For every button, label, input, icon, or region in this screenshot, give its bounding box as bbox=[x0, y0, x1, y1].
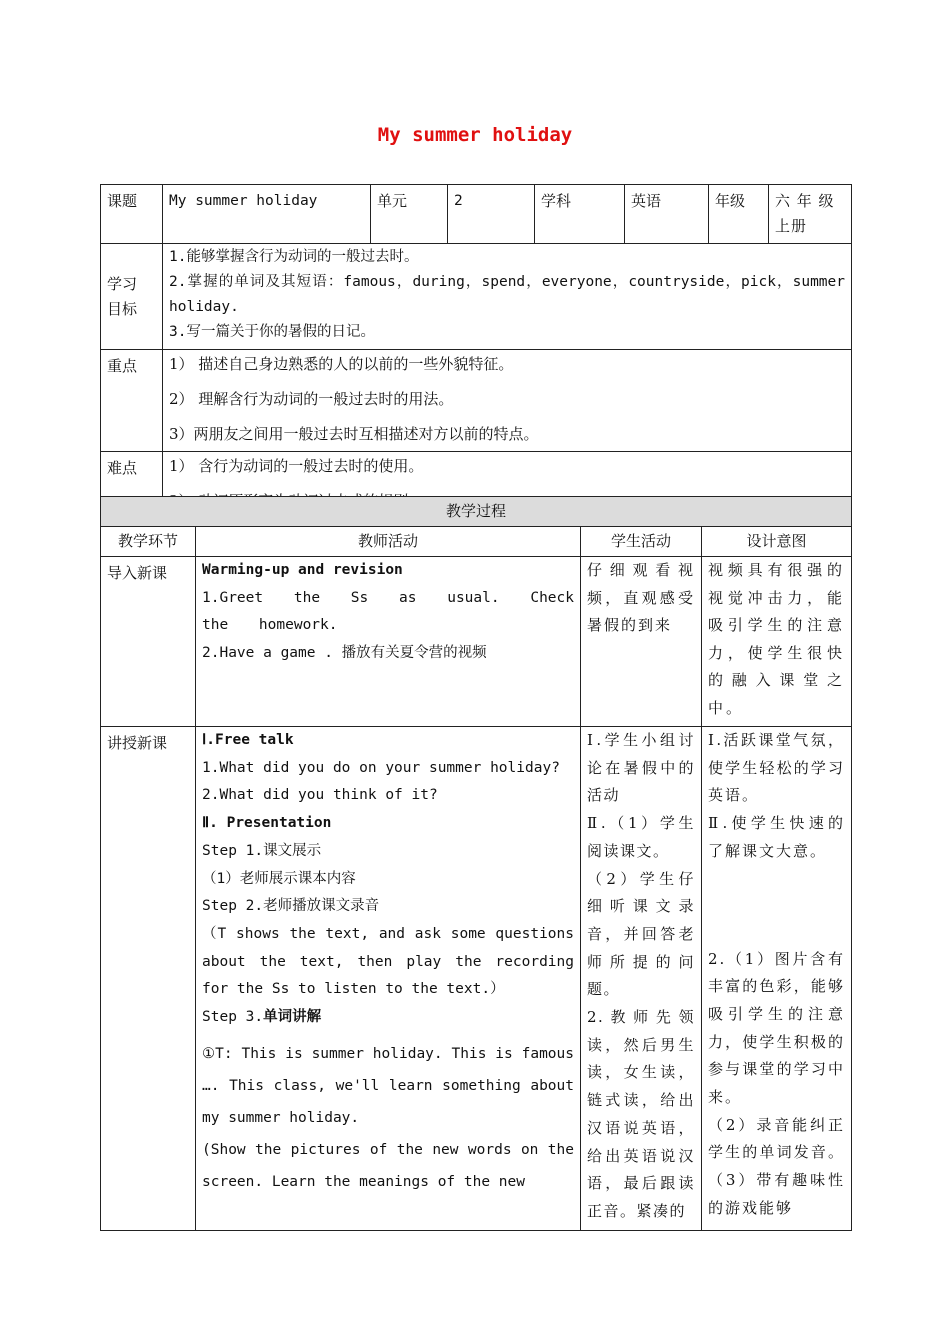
student-activity: 2.教师先领读，然后男生读，女生读，链式读，给出汉语说英语，给出英语说汉语，最后跟读正音。紧凑的 bbox=[587, 1008, 695, 1220]
subject-label: 学科 bbox=[535, 185, 625, 244]
document-title: My summer holiday bbox=[377, 124, 573, 146]
grade-value: 六 年 级 上册 bbox=[769, 185, 852, 244]
row2-teacher bbox=[196, 727, 581, 1231]
row2-stage: 讲授新课 bbox=[101, 727, 196, 1231]
student-activity: Ⅱ.（1）学生阅读课文。 bbox=[587, 814, 695, 860]
step-line bbox=[202, 1004, 574, 1032]
col-teacher-header: 教师活动 bbox=[196, 527, 581, 557]
presentation-heading: Ⅱ. Presentation bbox=[202, 815, 332, 832]
intent-item: 2.（1）图片含有丰富的色彩，能够吸引学生的注意力，使学生积极的参与课堂的学习中来。 bbox=[708, 949, 846, 1107]
question-line: 1.What did you do on your summer holiday? bbox=[202, 759, 560, 776]
step-line: Step 2.老师播放课文录音 bbox=[202, 898, 380, 915]
teacher-line: 2.Have a game . 播放有关夏令营的视频 bbox=[202, 644, 487, 661]
question-line: 2.What did you think of it? bbox=[202, 787, 438, 804]
free-talk-heading: Ⅰ.Free talk bbox=[202, 732, 294, 748]
intent-item: Ⅰ.活跃课堂气氛，使学生轻松的学习英语。 bbox=[708, 731, 846, 805]
goal-item: 1.能够掌握含行为动词的一般过去时。 bbox=[169, 249, 419, 265]
unit-label: 单元 bbox=[371, 185, 448, 244]
step-sub-line: （1）老师展示课本内容 bbox=[202, 870, 356, 887]
unit-value: 2 bbox=[448, 185, 535, 244]
explain-paragraph: (Show the pictures of the new words on the screen. Learn the meanings of the new bbox=[202, 1141, 574, 1190]
key-point-item: 1） 描述自己身边熟悉的人的以前的一些外貌特征。 bbox=[169, 355, 514, 373]
row1-student: 仔细观看视频，直观感受暑假的到来 bbox=[581, 557, 702, 727]
intent-item: （2）录音能纠正学生的单词发音。（3）带有趣味性的游戏能够 bbox=[708, 1115, 846, 1217]
goals-label-text: 学习目标 bbox=[107, 274, 138, 318]
step3-title: 单词讲解 bbox=[263, 1009, 322, 1026]
row1-teacher bbox=[196, 557, 581, 727]
teaching-process-table bbox=[100, 496, 852, 1231]
step-sub-line: （T shows the text, and ask some questions about the text, then play the recording for the Ss to listen to the text.） bbox=[202, 925, 574, 998]
col-intent-header: 设计意图 bbox=[702, 527, 852, 557]
difficulties-label: 难点 bbox=[101, 452, 163, 519]
row1-stage: 导入新课 bbox=[101, 557, 196, 727]
row2-intent bbox=[702, 727, 852, 1231]
topic-value: My summer holiday bbox=[163, 185, 371, 244]
key-points-content bbox=[163, 350, 852, 452]
grade-label: 年级 bbox=[709, 185, 769, 244]
col-student-header: 学生活动 bbox=[581, 527, 702, 557]
subject-value: 英语 bbox=[625, 185, 709, 244]
key-point-item: 2） 理解含行为动词的一般过去时的用法。 bbox=[169, 390, 454, 408]
step3-prefix: Step 3. bbox=[202, 1009, 264, 1026]
goal-item: 2.掌握的单词及其短语：famous，during，spend，everyone，countryside，pick，summer holiday. bbox=[169, 274, 845, 315]
difficulty-item: 1） 含行为动词的一般过去时的使用。 bbox=[169, 457, 424, 475]
student-activity: （2）学生仔细听课文录音，并回答老师所提的问题。 bbox=[587, 869, 695, 999]
goal-item: 3.写一篇关于你的暑假的日记。 bbox=[169, 324, 375, 340]
student-activity: Ⅰ.学生小组讨论在暑假中的活动 bbox=[587, 731, 695, 805]
goals-content bbox=[163, 244, 852, 350]
explain-paragraph: ①T: This is summer holiday. This is famous …. This class, we'll learn something about my summer holiday. bbox=[202, 1045, 574, 1126]
lesson-info-table bbox=[100, 184, 852, 519]
goals-label bbox=[101, 244, 163, 350]
process-heading: 教学过程 bbox=[101, 497, 852, 527]
intent-item: Ⅱ.使学生快速的了解课文大意。 bbox=[708, 814, 846, 860]
teacher-line: 1.Greet the Ss as usual. Check the homework. bbox=[202, 589, 574, 633]
key-point-item: 3）两朋友之间用一般过去时互相描述对方以前的特点。 bbox=[169, 425, 539, 443]
warmup-heading: Warming-up and revision bbox=[202, 562, 403, 578]
row1-intent: 视频具有很强的视觉冲击力，能吸引学生的注意力，使学生很快的融入课堂之中。 bbox=[702, 557, 852, 727]
step-line: Step 1.课文展示 bbox=[202, 842, 322, 859]
row2-student bbox=[581, 727, 702, 1231]
col-stage-header: 教学环节 bbox=[101, 527, 196, 557]
key-points-label: 重点 bbox=[101, 350, 163, 452]
topic-label: 课题 bbox=[101, 185, 163, 244]
